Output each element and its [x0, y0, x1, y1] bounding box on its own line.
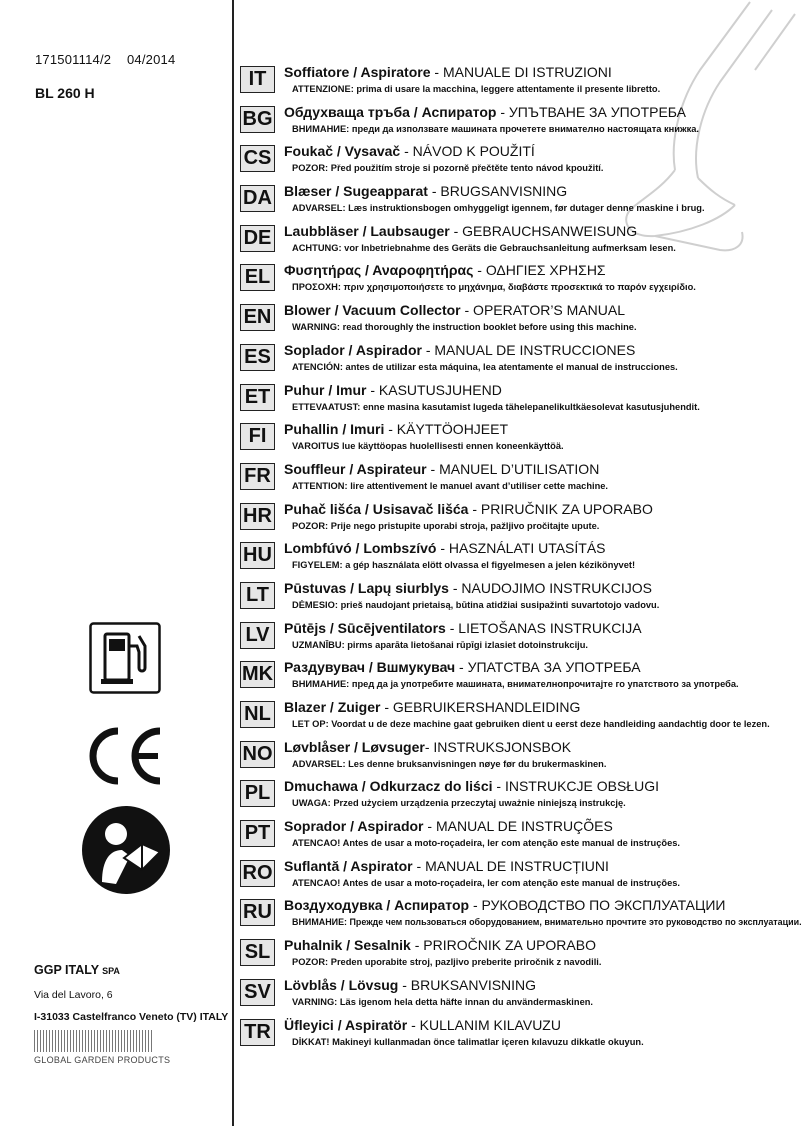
warning-line — [292, 243, 676, 253]
language-row-es — [240, 342, 800, 382]
warning-line — [292, 957, 601, 967]
manual-subtitle: - PRIRUČNIK ZA UPORABO — [468, 500, 653, 517]
warning-text: prima di usare la macchina, leggere attentamente il presente libretto. — [353, 84, 661, 94]
language-title-line — [284, 342, 635, 358]
manual-subtitle: - MANUAL DE INSTRUÇÕES — [423, 818, 613, 835]
warning-line — [292, 163, 603, 173]
manual-subtitle: - MANUEL D’UTILISATION — [426, 460, 600, 477]
warning-label: ETTEVAATUST: — [292, 401, 361, 412]
language-row-de — [240, 223, 800, 263]
warning-text: Preden uporabite stroj, pazljivo preberite priročnik z navodili. — [328, 957, 602, 968]
manual-subtitle: - УПАТСТВА ЗА УПОТРЕБА — [455, 659, 641, 676]
warning-text: lue käyttöopas huolellisesti ennen koneenkäyttöä. — [339, 441, 564, 452]
document-header — [35, 52, 175, 101]
warning-label: LET OP: — [292, 719, 329, 729]
language-code-box: DE — [240, 225, 275, 252]
language-code-box: HR — [240, 503, 275, 530]
language-row-lv — [240, 620, 800, 660]
product-title: Puhalnik / Sesalnik — [284, 937, 411, 954]
warning-line — [292, 362, 678, 372]
warning-line — [292, 719, 770, 729]
warning-line — [292, 679, 739, 689]
language-code-box: LT — [240, 582, 275, 609]
warning-text: Прежде чем пользоваться оборудованием, внимательно прочтите это руководство по эксплуатации. — [347, 917, 802, 928]
warning-label: ATTENZIONE: — [292, 84, 354, 94]
warning-line — [292, 560, 635, 570]
language-code-box: PL — [240, 780, 275, 807]
warning-line — [292, 124, 699, 134]
manual-subtitle: - MANUAL DE INSTRUCCIONES — [421, 341, 636, 358]
language-title-line — [284, 897, 725, 913]
warning-label: ATTENTION: — [292, 480, 348, 491]
language-code-box: RO — [240, 860, 275, 887]
language-code-box: SV — [240, 979, 275, 1006]
language-code-box: IT — [240, 66, 275, 93]
warning-text: vor Inbetriebnahme des Geräts die Gebrauchsanleitung aufmerksam lesen. — [341, 242, 676, 253]
language-title-line — [284, 64, 612, 80]
product-title: Pūtējs / Sūcējventilators — [284, 619, 446, 636]
warning-text: Prije nego pristupite uporabi stroja, pažljivo pročitajte upute. — [328, 520, 600, 531]
company-address-line1: Via del Lavoro, 6 — [34, 989, 113, 1001]
language-code-box: NO — [240, 741, 275, 768]
manual-subtitle: - KULLANIM KILAVUZU — [407, 1016, 561, 1033]
warning-text: antes de utilizar esta máquina, lea atentamente el manual de instrucciones. — [342, 361, 678, 372]
language-code-box: CS — [240, 145, 275, 172]
language-code-box: EL — [240, 264, 275, 291]
language-row-da — [240, 183, 800, 223]
warning-line — [292, 203, 705, 213]
warning-text: Antes de usar a moto-roçadeira, ler com atenção este manual de instruções. — [340, 877, 680, 888]
product-title: Puhur / Imur — [284, 381, 367, 398]
warning-label: ATENCAO! — [292, 838, 341, 849]
language-row-sl — [240, 937, 800, 977]
manual-subtitle: - PRIROČNIK ZA UPORABO — [410, 937, 596, 954]
product-title: Foukač / Vysavač — [284, 143, 401, 160]
language-row-tr — [240, 1017, 800, 1057]
company-info — [34, 963, 228, 1023]
product-title: Soplador / Aspirador — [284, 341, 422, 358]
manual-subtitle: - MANUALE DI ISTRUZIONI — [430, 64, 612, 80]
language-title-line — [284, 778, 659, 794]
language-row-hr — [240, 501, 800, 541]
document-code-line — [35, 52, 175, 67]
warning-label: ATENCAO! — [292, 877, 341, 888]
warning-text: Antes de usar a moto-roçadeira, ler com atenção este manual de instruções. — [340, 838, 680, 849]
manual-subtitle: - MANUAL DE INSTRUCȚIUNI — [412, 857, 609, 874]
manual-subtitle: - INSTRUKCJE OBSŁUGI — [492, 778, 659, 795]
read-manual-icon — [80, 804, 172, 896]
language-title-line — [284, 977, 536, 993]
warning-label: UZMANĪBU: — [292, 639, 345, 650]
language-row-pt — [240, 818, 800, 858]
warning-label: ATENCIÓN: — [292, 361, 343, 372]
language-row-bg — [240, 104, 800, 144]
language-code-box: SL — [240, 939, 275, 966]
manual-subtitle: - РУКОВОДСТВО ПО ЭКСПЛУАТАЦИИ — [469, 897, 726, 914]
company-name: GGP ITALY — [34, 963, 100, 977]
warning-line — [292, 838, 680, 848]
language-title-line — [284, 302, 625, 318]
language-code-box: NL — [240, 701, 275, 728]
product-title: Blazer / Zuiger — [284, 699, 381, 715]
warning-line — [292, 282, 696, 292]
manual-subtitle: - KÄYTTÖOHJEET — [384, 421, 509, 438]
warning-text: pirms aparāta lietošanai rūpīgi izlasiet dotoinstrukciju. — [344, 639, 588, 650]
language-code-box: MK — [240, 661, 275, 688]
company-name-line — [34, 963, 228, 977]
language-row-no — [240, 739, 800, 779]
warning-text: πριν χρησιμοποιήσετε το μηχάνημα, διαβάστε προσεκτικά το παρόν εγχειρίδιο. — [340, 282, 696, 293]
language-row-pl — [240, 778, 800, 818]
logo-lines — [34, 1030, 154, 1052]
product-title: Løvblåser / Løvsuger — [284, 738, 425, 755]
product-title: Blower / Vacuum Collector — [284, 302, 461, 319]
product-title: Blæser / Sugeapparat — [284, 183, 428, 200]
language-title-line — [284, 659, 641, 675]
product-title: Souffleur / Aspirateur — [284, 460, 427, 477]
warning-text: Les denne bruksanvisningen nøye før du brukermaskinen. — [345, 758, 607, 769]
warning-label: ВНИМАНИЕ: — [292, 679, 350, 690]
product-title: Laubbläser / Laubsauger — [284, 222, 450, 239]
manual-subtitle: - BRUGSANVISNING — [427, 183, 568, 200]
product-title: Φυσητήρας / Αναροφητήρας — [284, 262, 474, 279]
warning-text: Läs igenom hela detta häfte innan du användermaskinen. — [337, 996, 594, 1007]
warning-text: Læs instruktionsbogen omhyggeligt igennem, før dutager denne maskine i brug. — [345, 203, 705, 214]
language-row-sv — [240, 977, 800, 1017]
product-title: Lövblås / Lövsug — [284, 976, 399, 993]
language-title-line — [284, 223, 637, 239]
warning-label: ACHTUNG: — [292, 242, 342, 253]
language-code-box: PT — [240, 820, 275, 847]
language-title-line — [284, 739, 571, 755]
warning-text: enne masina kasutamist lugeda tähelepanelikultkäesolevat kasutusjuhendit. — [360, 401, 700, 412]
language-title-line — [284, 699, 580, 715]
language-row-it — [240, 64, 800, 104]
language-row-hu — [240, 540, 800, 580]
warning-label: WARNING: — [292, 322, 341, 333]
model-name: BL 260 H — [35, 85, 95, 101]
warning-label: POZOR: — [292, 163, 329, 174]
manual-subtitle: - ΟΔΗΓΙΕΣ ΧΡΗΣΗΣ — [473, 262, 606, 279]
manual-subtitle: - NAUDOJIMO INSTRUKCIJOS — [448, 579, 652, 596]
brand-name: GLOBAL GARDEN PRODUCTS — [34, 1055, 171, 1065]
language-title-line — [284, 262, 606, 278]
language-title-line — [284, 818, 613, 834]
warning-line — [292, 917, 802, 927]
warning-label: ADVARSEL: — [292, 758, 346, 769]
language-row-et — [240, 382, 800, 422]
language-code-box: TR — [240, 1019, 275, 1046]
language-row-fi — [240, 421, 800, 461]
language-title-line — [284, 937, 596, 953]
vertical-divider — [232, 0, 234, 1126]
warning-label: VARNING: — [292, 996, 338, 1007]
manual-subtitle: - GEBRUIKERSHANDLEIDING — [380, 699, 581, 715]
warning-line — [292, 521, 599, 531]
language-row-fr — [240, 461, 800, 501]
fuel-pump-icon — [89, 622, 161, 694]
language-title-line — [284, 858, 609, 874]
warning-line — [292, 441, 564, 451]
warning-line — [292, 402, 700, 412]
warning-label: VAROITUS — [292, 441, 340, 452]
language-code-box: FR — [240, 463, 275, 490]
product-title: Puhač lišća / Usisavač lišća — [284, 500, 469, 517]
warning-line — [292, 481, 608, 491]
warning-line — [292, 1037, 644, 1047]
warning-text: Makineyi kullanmadan önce talimatlar içeren kılavuzu dikkatle okuyun. — [329, 1036, 644, 1047]
product-title: Dmuchawa / Odkurzacz do liści — [284, 778, 493, 795]
manual-subtitle: - BRUKSANVISNING — [398, 976, 537, 993]
language-code-box: RU — [240, 899, 275, 926]
product-title: Suflantă / Aspirator — [284, 857, 413, 874]
product-title: Раздувувач / Вшмукувач — [284, 659, 456, 676]
manual-subtitle: - LIETOŠANAS INSTRUKCIJA — [445, 619, 642, 636]
warning-label: FIGYELEM: — [292, 560, 343, 571]
warning-line — [292, 997, 593, 1007]
warning-line — [292, 798, 626, 808]
manual-subtitle: - INSTRUKSJONSBOK — [424, 738, 572, 755]
language-row-lt — [240, 580, 800, 620]
manual-subtitle: - NÁVOD K POUŽITÍ — [400, 143, 535, 160]
language-title-line — [284, 143, 535, 159]
language-code-box: EN — [240, 304, 275, 331]
company-address-line2: I-31033 Castelfranco Veneto (TV) ITALY — [34, 1011, 229, 1023]
warning-label: ВНИМАНИЕ: — [292, 917, 348, 928]
language-row-nl — [240, 699, 800, 739]
manual-subtitle: - HASZNÁLATI UTASÍTÁS — [436, 540, 606, 557]
language-title-line — [284, 540, 606, 556]
warning-line — [292, 878, 680, 888]
warning-label: ΠΡΟΣΟΧΗ: — [292, 282, 341, 293]
language-title-line — [284, 104, 686, 120]
warning-label: POZOR: — [292, 520, 329, 531]
language-code-box: FI — [240, 423, 275, 450]
warning-text: lire attentivement le manuel avant d’utiliser cette machine. — [347, 480, 609, 491]
ce-marking-icon — [84, 725, 166, 787]
product-title: Soprador / Aspirador — [284, 818, 424, 835]
product-title: Lombfúvó / Lombszívó — [284, 540, 437, 557]
language-title-line — [284, 382, 502, 398]
warning-label: DĖMESIO: — [292, 599, 338, 610]
company-name-suffix: SPA — [102, 966, 120, 976]
language-row-ru — [240, 897, 800, 937]
warning-text: пред да ја употребите машината, внимателнопрочитајте го упатството за употреба. — [349, 679, 739, 690]
language-row-mk — [240, 659, 800, 699]
warning-line — [292, 759, 606, 769]
language-row-cs — [240, 143, 800, 183]
manual-subtitle: - KASUTUSJUHEND — [366, 381, 502, 398]
product-title: Обдухваща тръба / Аспиратор — [284, 103, 497, 120]
warning-text: prieš naudojant prietaisą, būtina atidžiai susipažinti suvartotojo vadovu. — [337, 599, 660, 610]
manual-subtitle: - OPERATOR’S MANUAL — [460, 302, 626, 319]
language-title-line — [284, 183, 567, 199]
warning-line — [292, 84, 660, 94]
product-title: Pūstuvas / Lapų siurblys — [284, 579, 449, 596]
language-code-box: ET — [240, 384, 275, 411]
language-code-box: LV — [240, 622, 275, 649]
warning-text: read thoroughly the instruction booklet before using this machine. — [340, 322, 637, 333]
warning-text: a gép használata elött olvassa el figyelmesen a jelen kézikönyvet! — [342, 560, 636, 571]
language-row-ro — [240, 858, 800, 898]
language-title-line — [284, 1017, 561, 1033]
language-title-line — [284, 421, 508, 437]
language-code-box: HU — [240, 542, 275, 569]
language-code-box: DA — [240, 185, 275, 212]
document-code: 171501114/2 — [35, 52, 112, 67]
language-row-el — [240, 262, 800, 302]
warning-label: ВНИМАНИЕ: — [292, 123, 350, 134]
language-title-line — [284, 501, 653, 517]
warning-line — [292, 600, 659, 610]
warning-text: преди да използвате машината прочетете внимателно настоящата книжка. — [349, 123, 700, 134]
warning-label: ADVARSEL: — [292, 203, 346, 214]
product-title: Üfleyici / Aspiratör — [284, 1016, 408, 1033]
warning-text: Przed użyciem urządzenia przeczytaj uważnie niniejszą instrukcję. — [330, 798, 626, 809]
manual-subtitle: - GEBRAUCHSANWEISUNG — [449, 222, 638, 239]
language-title-line — [284, 580, 652, 596]
document-date: 04/2014 — [127, 52, 176, 67]
product-title: Soffiatore / Aspiratore — [284, 64, 431, 80]
language-title-line — [284, 461, 599, 477]
warning-text: Před použitím stroje si pozorně přečtěte tento návod kpoužití. — [328, 163, 604, 174]
product-title: Puhallin / Imuri — [284, 421, 385, 438]
warning-label: UWAGA: — [292, 798, 331, 809]
warning-line — [292, 322, 637, 332]
warning-line — [292, 640, 588, 650]
warning-label: DİKKAT! — [292, 1036, 330, 1047]
manual-subtitle: - УПЪТВАНЕ ЗА УПОТРЕБА — [496, 103, 687, 120]
language-code-box: ES — [240, 344, 275, 371]
warning-text: Voordat u de deze machine gaat gebruiken dient u eerst deze handleiding aandachtig door te lezen. — [328, 719, 770, 729]
product-title: Воздуходувка / Аспиратор — [284, 897, 470, 914]
language-row-en — [240, 302, 800, 342]
language-code-box: BG — [240, 106, 275, 133]
language-list — [240, 64, 800, 1056]
language-title-line — [284, 620, 642, 636]
global-garden-products-logo — [34, 1030, 170, 1065]
warning-label: POZOR: — [292, 957, 329, 968]
